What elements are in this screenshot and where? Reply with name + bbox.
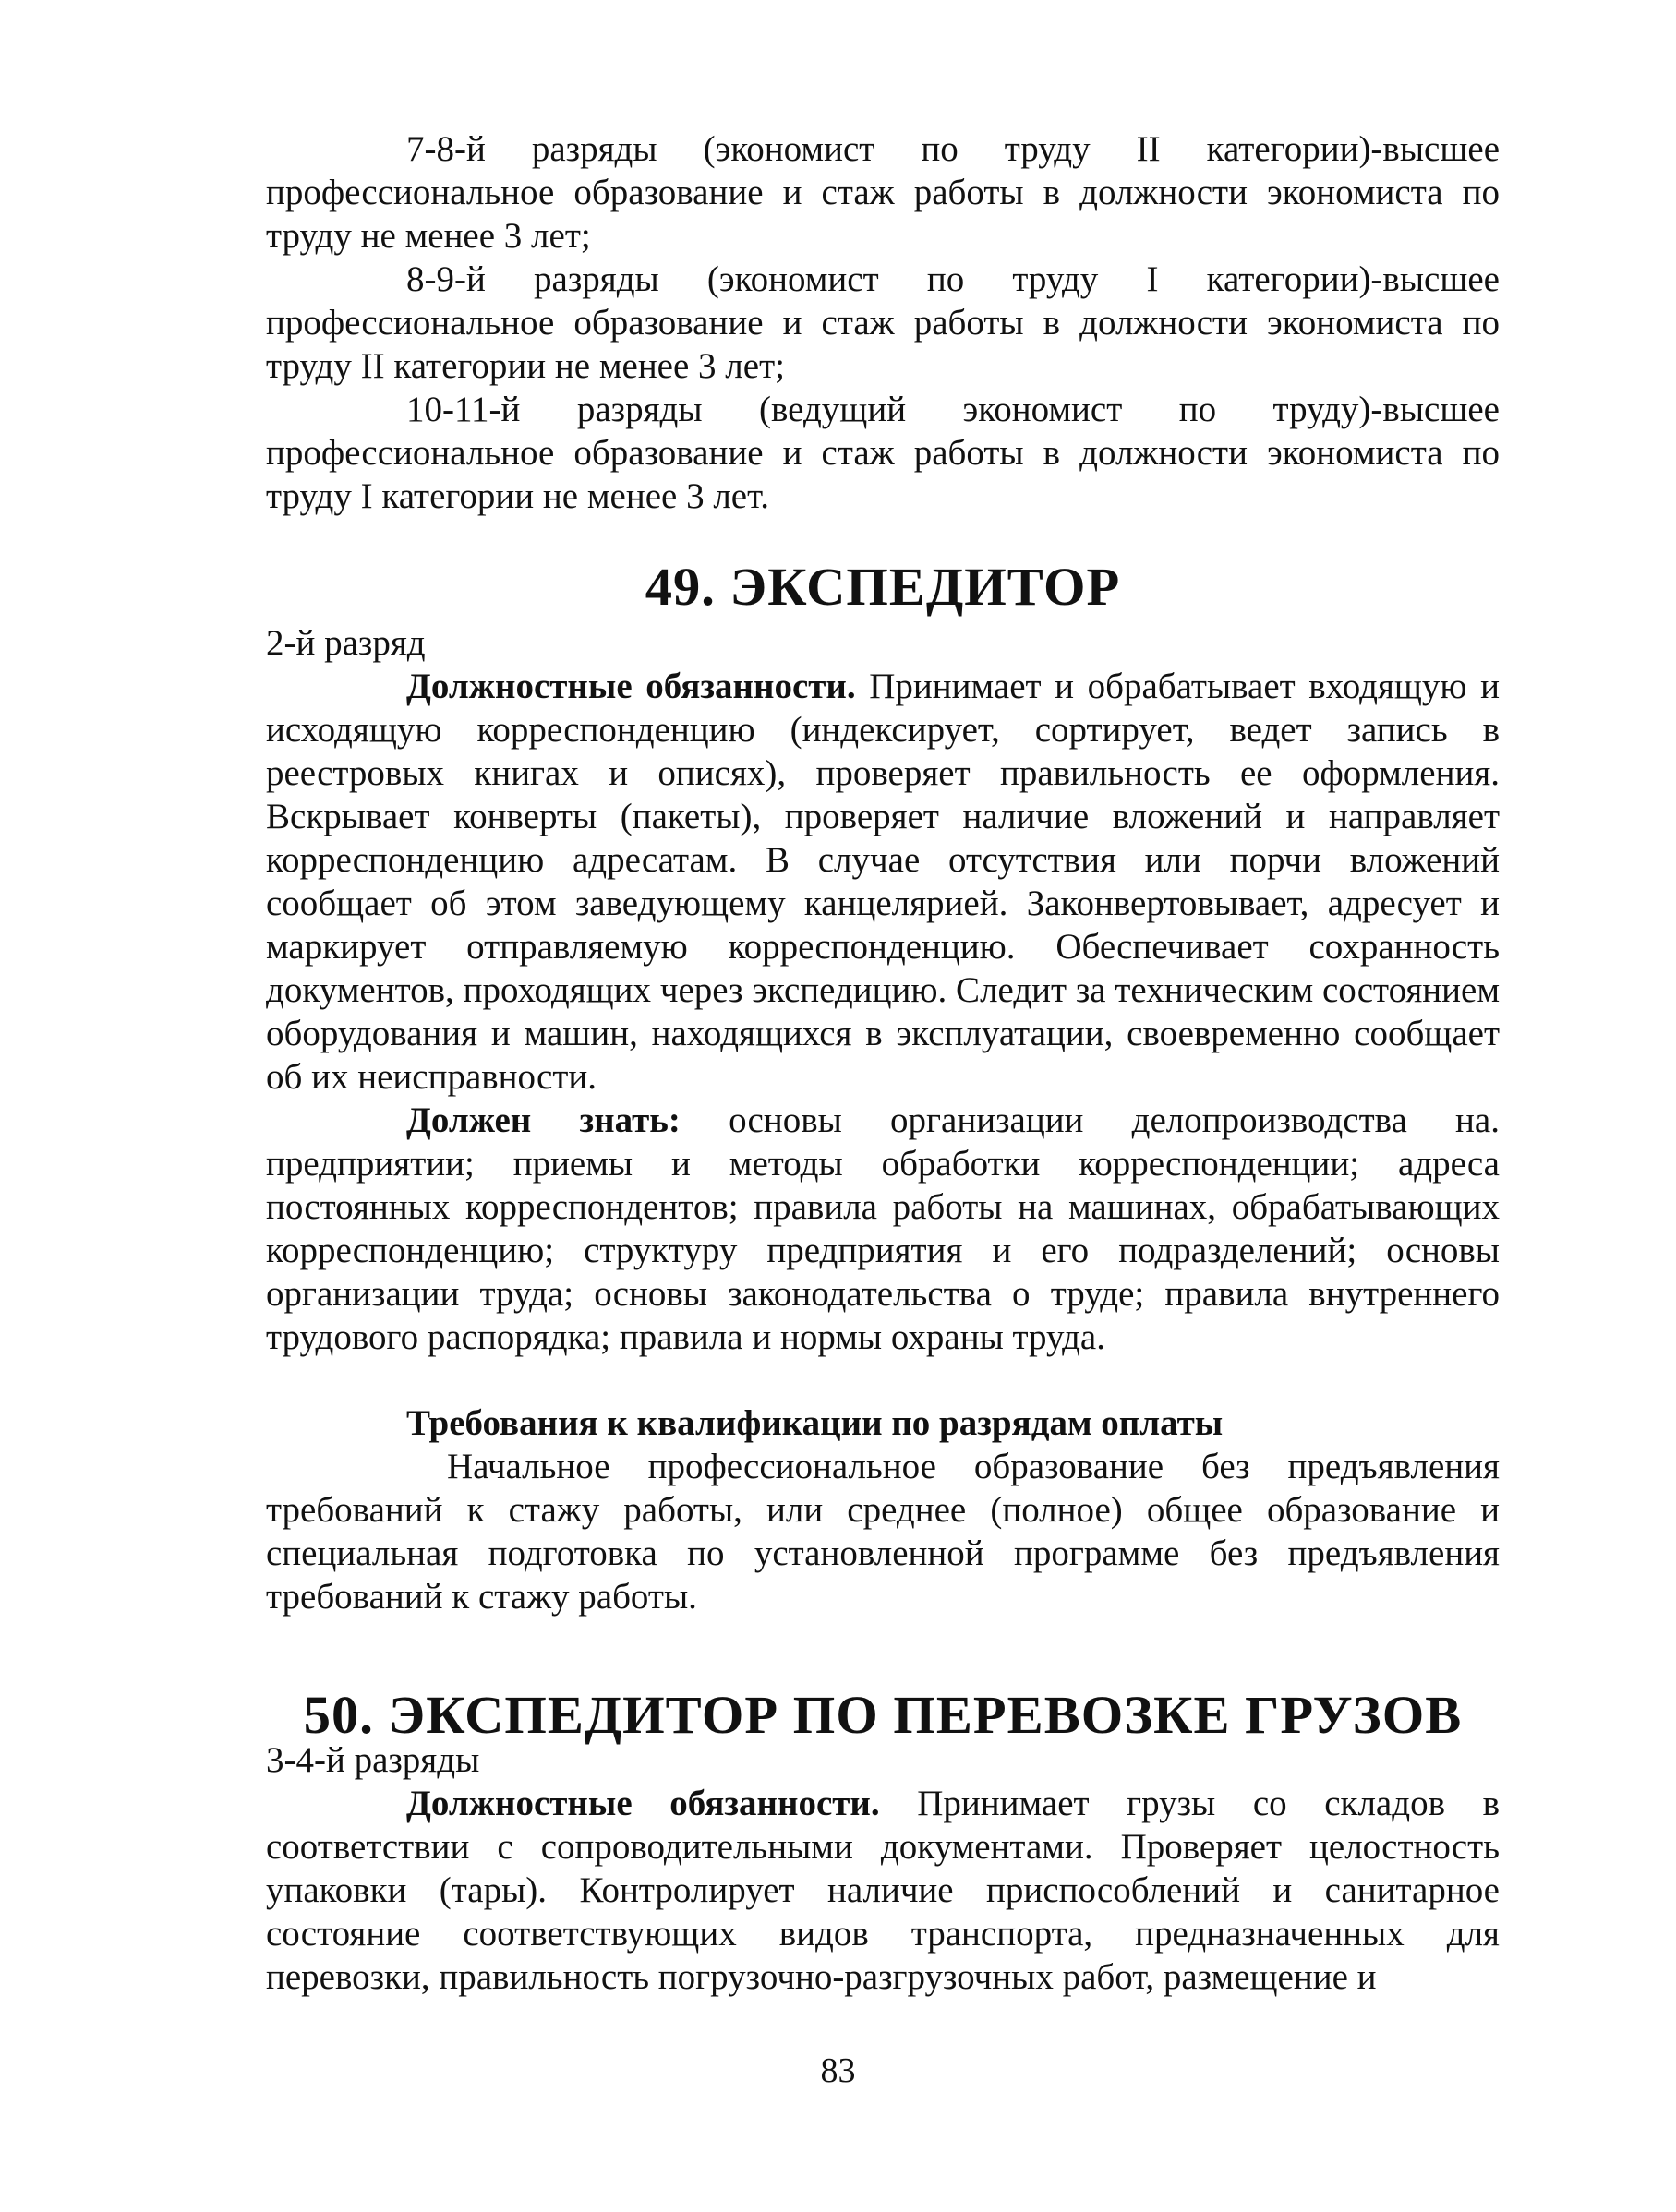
section-50-grade: 3-4-й разряды [266, 1740, 480, 1780]
section-49-knowledge [266, 1099, 1500, 1359]
paragraph-grade-8-9: 8-9-й разряды (экономист по труду I категории)-высшее профессиональное образование и стаж работы в должности экономиста по труду II категории не менее 3 лет; [266, 259, 1500, 386]
section-49-requirements-heading: Требования к квалификации по разрядам оплаты [406, 1403, 1224, 1443]
page-number: 83 [820, 2051, 856, 2090]
paragraph-grade-7-8: 7-8-й разряды (экономист по труду II категории)-высшее профессиональное образование и стаж работы в должности экономиста по труду не менее 3 лет; [266, 129, 1500, 256]
section-50 [266, 1685, 1500, 1999]
section-49-duties [266, 665, 1500, 1099]
section-49-grade: 2-й разряд [266, 623, 426, 663]
knowledge-text: основы организации делопроизводства на. предприятии; приемы и методы обработки корреспонденции; адреса постоянных корреспондентов; правила работы на машинах, обрабатывающих корреспонденцию; структуру предприятия и его подразделений; основы организации труда; основы законодательства о труде; правила внутреннего трудового распорядка; правила и нормы охраны труда. [266, 1100, 1500, 1357]
section-50-title: 50. ЭКСПЕДИТОР ПО ПЕРЕВОЗКЕ ГРУЗОВ [303, 1685, 1463, 1745]
knowledge-label: Должен знать: [406, 1100, 681, 1140]
section-50-duties [266, 1782, 1500, 1999]
duties-label: Должностные обязанности. [406, 667, 856, 706]
top-section [266, 127, 1500, 518]
section-49 [266, 557, 1500, 1618]
duties-text: Принимает грузы со складов в соответствии с сопроводительными документами. Проверяет целостность упаковки (тары). Контролирует наличие приспособлений и санитарное состояние соответствующих видов транспорта, предназначенных для перевозки, правильность погрузочно-разгрузочных работ, размещение и [266, 1784, 1500, 1997]
duties-text: Принимает и обрабатывает входящую и исходящую корреспонденцию (индексирует, сортирует, ведет запись в реестровых книгах и описях), проверяет правильность ее оформления. Вскрывает конверты (пакеты), проверяет наличие вложений и направляет корреспонденцию адресатам. В случае отсутствия или порчи вложений сообщает об этом заведующему канцелярией. Законвертовывает, адресует и маркирует отправляемую корреспонденцию. Обеспечивает сохранность документов, проходящих через экспедицию. Следит за техническим состоянием оборудования и машин, находящихся в эксплуатации, своевременно сообщает об их неисправности. [266, 667, 1500, 1097]
section-49-title: 49. ЭКСПЕДИТОР [645, 557, 1121, 617]
paragraph-grade-10-11: 10-11-й разряды (ведущий экономист по труду)-высшее профессиональное образование и стаж работы в должности экономиста по труду I категории не менее 3 лет. [266, 390, 1500, 516]
section-49-requirements-text: Начальное профессиональное образование без предъявления требований к стажу работы, или среднее (полное) общее образование и специальная подготовка по установленной программе без предъявления требований к стажу работы. [266, 1447, 1500, 1617]
duties-label: Должностные обязанности. [406, 1784, 880, 1823]
